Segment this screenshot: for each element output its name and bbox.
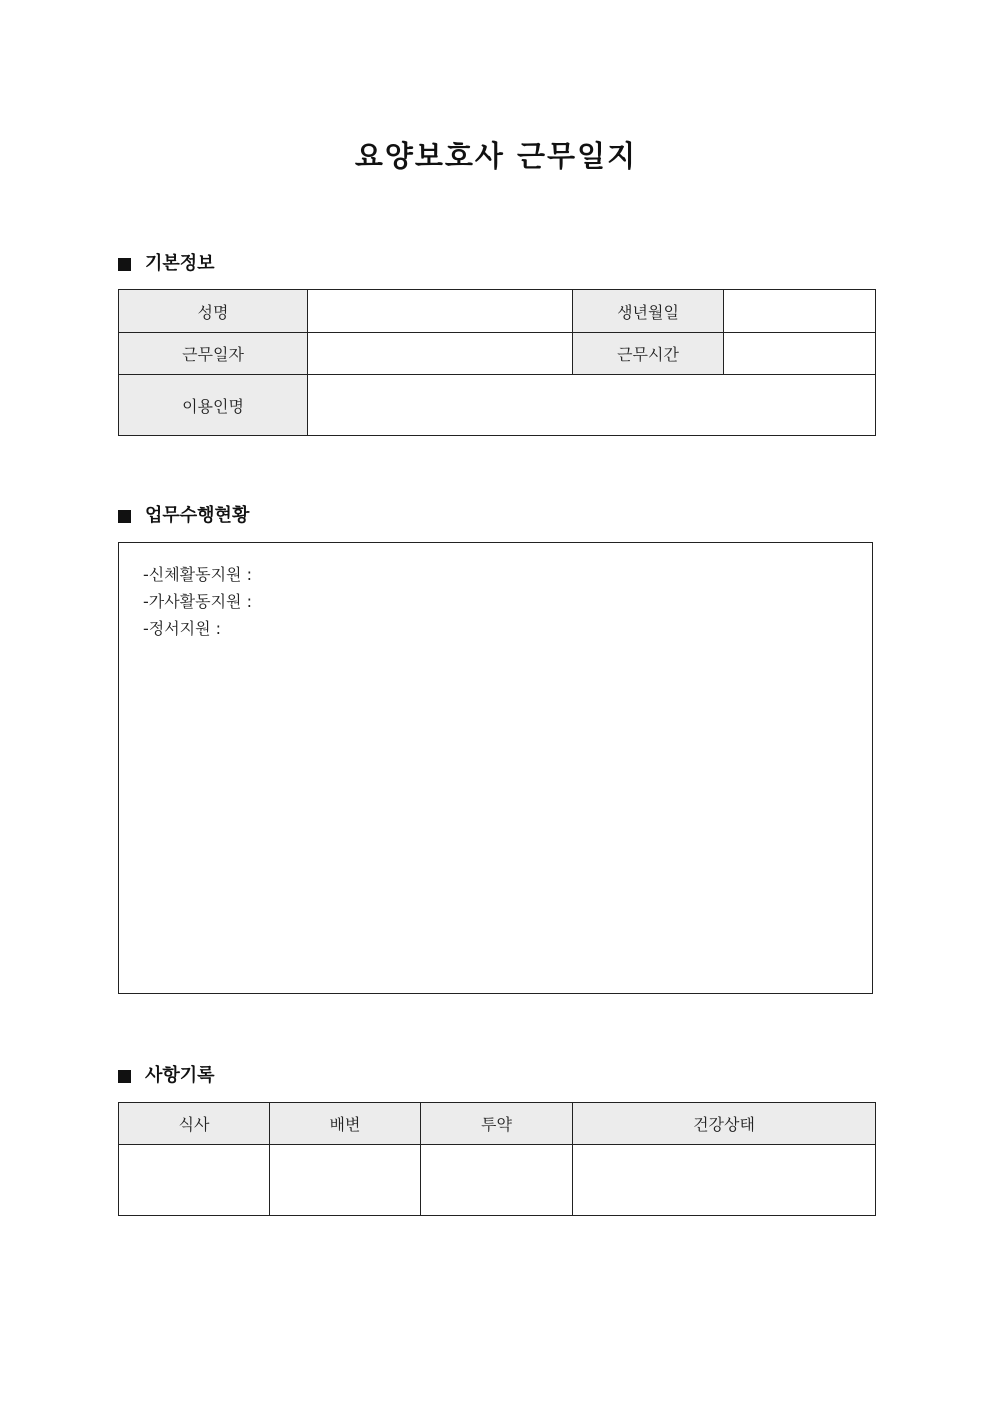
work-date-field[interactable] — [308, 333, 573, 375]
housework-support-line: -가사활동지원 : — [143, 592, 252, 611]
meal-field[interactable] — [119, 1145, 270, 1216]
table-row — [119, 1145, 876, 1216]
health-status-header: 건강상태 — [573, 1103, 876, 1145]
birth-date-label: 생년월일 — [573, 290, 724, 333]
records-table — [118, 1102, 876, 1216]
table-row — [119, 290, 876, 333]
excretion-header: 배변 — [270, 1103, 421, 1145]
square-bullet-icon — [118, 1070, 131, 1083]
work-status-box[interactable] — [118, 542, 873, 994]
medication-field[interactable] — [421, 1145, 573, 1216]
health-status-field[interactable] — [573, 1145, 876, 1216]
physical-support-line: -신체활동지원 : — [143, 565, 252, 584]
table-row — [119, 1103, 876, 1145]
meal-header: 식사 — [119, 1103, 270, 1145]
name-field[interactable] — [308, 290, 573, 333]
table-row — [119, 333, 876, 375]
birth-date-field[interactable] — [724, 290, 876, 333]
work-status-heading-label: 업무수행현황 — [145, 505, 250, 526]
basic-info-table — [118, 289, 876, 436]
table-row — [119, 375, 876, 436]
records-heading — [118, 1064, 215, 1088]
medication-header: 투약 — [421, 1103, 573, 1145]
work-date-label: 근무일자 — [119, 333, 308, 375]
name-label: 성명 — [119, 290, 308, 333]
client-name-label: 이용인명 — [119, 375, 308, 436]
excretion-field[interactable] — [270, 1145, 421, 1216]
emotional-support-line: -정서지원 : — [143, 619, 222, 638]
square-bullet-icon — [118, 258, 131, 271]
basic-info-heading — [118, 252, 215, 276]
client-name-field[interactable] — [308, 375, 876, 436]
square-bullet-icon — [118, 510, 131, 523]
work-status-heading — [118, 504, 249, 528]
records-heading-label: 사항기록 — [145, 1065, 215, 1086]
basic-info-heading-label: 기본정보 — [145, 253, 215, 274]
document-title: 요양보호사 근무일지 — [354, 139, 638, 173]
work-time-label: 근무시간 — [573, 333, 724, 375]
work-time-field[interactable] — [724, 333, 876, 375]
